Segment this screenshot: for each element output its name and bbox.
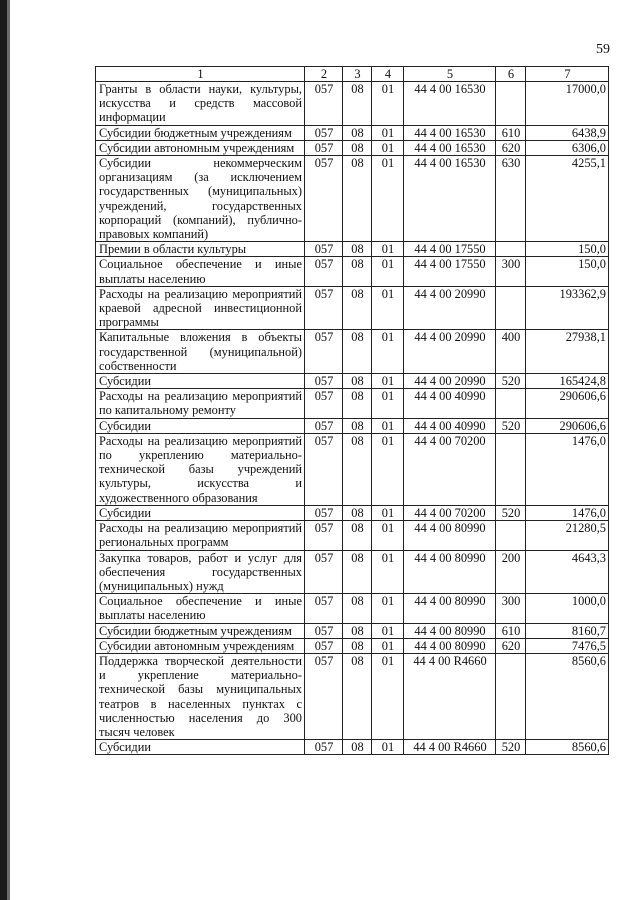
row-col-4: 01 bbox=[372, 740, 404, 755]
row-col-4: 01 bbox=[372, 638, 404, 653]
row-amount: 165424,8 bbox=[526, 374, 609, 389]
row-col-4: 01 bbox=[372, 140, 404, 155]
row-amount: 8560,6 bbox=[526, 740, 609, 755]
row-col-4: 01 bbox=[372, 505, 404, 520]
table-row bbox=[96, 418, 609, 433]
table-row bbox=[96, 389, 609, 418]
row-col-6: 610 bbox=[496, 125, 526, 140]
row-name: Расходы на реализацию мероприятий по капитальному ремонту bbox=[96, 389, 305, 418]
row-amount: 8160,7 bbox=[526, 623, 609, 638]
row-col-2: 057 bbox=[305, 653, 343, 739]
row-col-4: 01 bbox=[372, 389, 404, 418]
row-amount: 6438,9 bbox=[526, 125, 609, 140]
row-name: Субсидии bbox=[96, 740, 305, 755]
row-col-3: 08 bbox=[343, 156, 372, 242]
header-col-4: 4 bbox=[372, 67, 404, 82]
header-row bbox=[96, 67, 609, 82]
row-col-5: 44 4 00 16530 bbox=[404, 140, 496, 155]
row-col-4: 01 bbox=[372, 82, 404, 126]
row-col-2: 057 bbox=[305, 286, 343, 330]
row-name: Субсидии автономным учреждениям bbox=[96, 638, 305, 653]
row-col-2: 057 bbox=[305, 242, 343, 257]
scan-left-edge-shadow bbox=[7, 0, 10, 900]
row-col-4: 01 bbox=[372, 330, 404, 374]
row-col-5: 44 4 00 R4660 bbox=[404, 740, 496, 755]
row-amount: 21280,5 bbox=[526, 521, 609, 550]
row-col-6 bbox=[496, 433, 526, 505]
row-col-5: 44 4 00 80990 bbox=[404, 550, 496, 594]
header-col-7: 7 bbox=[526, 67, 609, 82]
row-amount: 1476,0 bbox=[526, 433, 609, 505]
row-col-2: 057 bbox=[305, 374, 343, 389]
row-name: Субсидии бюджетным учреждениям bbox=[96, 125, 305, 140]
table-row bbox=[96, 521, 609, 550]
row-col-6: 200 bbox=[496, 550, 526, 594]
row-col-3: 08 bbox=[343, 242, 372, 257]
row-col-4: 01 bbox=[372, 286, 404, 330]
header-col-6: 6 bbox=[496, 67, 526, 82]
row-col-5: 44 4 00 16530 bbox=[404, 82, 496, 126]
row-col-4: 01 bbox=[372, 521, 404, 550]
row-amount: 1476,0 bbox=[526, 505, 609, 520]
row-col-4: 01 bbox=[372, 550, 404, 594]
row-col-6: 610 bbox=[496, 623, 526, 638]
table-row bbox=[96, 242, 609, 257]
row-col-3: 08 bbox=[343, 521, 372, 550]
row-col-6: 520 bbox=[496, 740, 526, 755]
row-col-5: 44 4 00 70200 bbox=[404, 505, 496, 520]
row-col-2: 057 bbox=[305, 740, 343, 755]
table-row bbox=[96, 125, 609, 140]
row-col-3: 08 bbox=[343, 286, 372, 330]
row-col-2: 057 bbox=[305, 330, 343, 374]
row-amount: 6306,0 bbox=[526, 140, 609, 155]
table-row bbox=[96, 156, 609, 242]
row-name: Социальное обеспечение и иные выплаты населению bbox=[96, 257, 305, 286]
row-col-4: 01 bbox=[372, 433, 404, 505]
row-col-4: 01 bbox=[372, 125, 404, 140]
row-col-5: 44 4 00 80990 bbox=[404, 638, 496, 653]
row-col-6: 520 bbox=[496, 418, 526, 433]
row-col-2: 057 bbox=[305, 638, 343, 653]
row-col-5: 44 4 00 17550 bbox=[404, 257, 496, 286]
row-name: Расходы на реализацию мероприятий по укреплению материально-технической базы учреждений культуры, искусства и художественного образования bbox=[96, 433, 305, 505]
row-name: Субсидии bbox=[96, 505, 305, 520]
row-col-4: 01 bbox=[372, 623, 404, 638]
row-name: Капитальные вложения в объекты государственной (муниципальной) собственности bbox=[96, 330, 305, 374]
row-col-6: 520 bbox=[496, 374, 526, 389]
row-col-2: 057 bbox=[305, 433, 343, 505]
row-col-2: 057 bbox=[305, 125, 343, 140]
table-row bbox=[96, 638, 609, 653]
table-row bbox=[96, 330, 609, 374]
row-col-3: 08 bbox=[343, 740, 372, 755]
row-col-3: 08 bbox=[343, 623, 372, 638]
row-col-2: 057 bbox=[305, 594, 343, 623]
row-col-5: 44 4 00 17550 bbox=[404, 242, 496, 257]
row-col-3: 08 bbox=[343, 330, 372, 374]
table-row bbox=[96, 505, 609, 520]
scan-left-edge bbox=[0, 0, 7, 900]
row-col-3: 08 bbox=[343, 257, 372, 286]
row-name: Премии в области культуры bbox=[96, 242, 305, 257]
row-col-5: 44 4 00 80990 bbox=[404, 521, 496, 550]
row-col-3: 08 bbox=[343, 82, 372, 126]
row-col-6 bbox=[496, 242, 526, 257]
table-row bbox=[96, 740, 609, 755]
table-row bbox=[96, 623, 609, 638]
table-header bbox=[96, 67, 609, 82]
row-amount: 27938,1 bbox=[526, 330, 609, 374]
row-name: Субсидии некоммерческим организациям (за исключением государственных (муниципальных) учреждений, государственных корпораций (компаний), публично-правовых компаний) bbox=[96, 156, 305, 242]
row-col-5: 44 4 00 20990 bbox=[404, 374, 496, 389]
row-col-5: 44 4 00 R4660 bbox=[404, 653, 496, 739]
row-col-2: 057 bbox=[305, 623, 343, 638]
header-col-5: 5 bbox=[404, 67, 496, 82]
row-col-6: 620 bbox=[496, 140, 526, 155]
row-col-4: 01 bbox=[372, 653, 404, 739]
header-col-2: 2 bbox=[305, 67, 343, 82]
row-col-6: 520 bbox=[496, 505, 526, 520]
row-col-2: 057 bbox=[305, 550, 343, 594]
row-col-3: 08 bbox=[343, 653, 372, 739]
row-name: Гранты в области науки, культуры, искусства и средств массовой информации bbox=[96, 82, 305, 126]
row-col-3: 08 bbox=[343, 374, 372, 389]
row-col-3: 08 bbox=[343, 125, 372, 140]
row-amount: 17000,0 bbox=[526, 82, 609, 126]
row-col-4: 01 bbox=[372, 242, 404, 257]
row-amount: 7476,5 bbox=[526, 638, 609, 653]
row-name: Поддержка творческой деятельности и укрепление материально-технической базы муниципальных театров в населенных пунктах с численностью населения до 300 тысяч человек bbox=[96, 653, 305, 739]
row-col-5: 44 4 00 40990 bbox=[404, 418, 496, 433]
table-row bbox=[96, 433, 609, 505]
table-row bbox=[96, 82, 609, 126]
row-name: Закупка товаров, работ и услуг для обеспечения государственных (муниципальных) нужд bbox=[96, 550, 305, 594]
row-col-4: 01 bbox=[372, 374, 404, 389]
row-amount: 4643,3 bbox=[526, 550, 609, 594]
row-col-4: 01 bbox=[372, 156, 404, 242]
table-row bbox=[96, 374, 609, 389]
row-col-4: 01 bbox=[372, 257, 404, 286]
row-col-6 bbox=[496, 82, 526, 126]
row-amount: 150,0 bbox=[526, 242, 609, 257]
row-col-3: 08 bbox=[343, 433, 372, 505]
row-col-6 bbox=[496, 653, 526, 739]
row-col-6: 400 bbox=[496, 330, 526, 374]
row-amount: 290606,6 bbox=[526, 389, 609, 418]
row-col-5: 44 4 00 80990 bbox=[404, 623, 496, 638]
row-col-3: 08 bbox=[343, 140, 372, 155]
row-name: Социальное обеспечение и иные выплаты населению bbox=[96, 594, 305, 623]
row-name: Субсидии bbox=[96, 374, 305, 389]
row-name: Расходы на реализацию мероприятий краевой адресной инвестиционной программы bbox=[96, 286, 305, 330]
row-col-6: 300 bbox=[496, 257, 526, 286]
row-col-5: 44 4 00 40990 bbox=[404, 389, 496, 418]
row-name: Субсидии bbox=[96, 418, 305, 433]
row-col-3: 08 bbox=[343, 594, 372, 623]
table-body bbox=[96, 82, 609, 755]
row-col-5: 44 4 00 80990 bbox=[404, 594, 496, 623]
row-amount: 193362,9 bbox=[526, 286, 609, 330]
budget-table bbox=[95, 66, 609, 755]
row-col-6 bbox=[496, 521, 526, 550]
row-amount: 1000,0 bbox=[526, 594, 609, 623]
header-col-3: 3 bbox=[343, 67, 372, 82]
row-col-6 bbox=[496, 389, 526, 418]
table-row bbox=[96, 594, 609, 623]
row-col-2: 057 bbox=[305, 389, 343, 418]
row-amount: 4255,1 bbox=[526, 156, 609, 242]
row-amount: 8560,6 bbox=[526, 653, 609, 739]
row-col-2: 057 bbox=[305, 505, 343, 520]
row-col-2: 057 bbox=[305, 82, 343, 126]
row-col-3: 08 bbox=[343, 505, 372, 520]
row-col-3: 08 bbox=[343, 418, 372, 433]
row-col-5: 44 4 00 70200 bbox=[404, 433, 496, 505]
table-row bbox=[96, 286, 609, 330]
row-col-6: 300 bbox=[496, 594, 526, 623]
header-col-1: 1 bbox=[96, 67, 305, 82]
row-name: Расходы на реализацию мероприятий региональных программ bbox=[96, 521, 305, 550]
row-col-2: 057 bbox=[305, 140, 343, 155]
table-row bbox=[96, 550, 609, 594]
row-col-2: 057 bbox=[305, 418, 343, 433]
row-col-6: 620 bbox=[496, 638, 526, 653]
row-col-2: 057 bbox=[305, 156, 343, 242]
row-col-2: 057 bbox=[305, 257, 343, 286]
table-row bbox=[96, 257, 609, 286]
table-row bbox=[96, 653, 609, 739]
row-col-6 bbox=[496, 286, 526, 330]
row-col-2: 057 bbox=[305, 521, 343, 550]
row-col-5: 44 4 00 20990 bbox=[404, 286, 496, 330]
row-amount: 290606,6 bbox=[526, 418, 609, 433]
row-col-3: 08 bbox=[343, 638, 372, 653]
row-name: Субсидии бюджетным учреждениям bbox=[96, 623, 305, 638]
row-col-5: 44 4 00 16530 bbox=[404, 156, 496, 242]
page-number: 59 bbox=[596, 42, 610, 57]
row-col-3: 08 bbox=[343, 389, 372, 418]
row-col-6: 630 bbox=[496, 156, 526, 242]
row-col-4: 01 bbox=[372, 594, 404, 623]
row-name: Субсидии автономным учреждениям bbox=[96, 140, 305, 155]
table-row bbox=[96, 140, 609, 155]
row-col-4: 01 bbox=[372, 418, 404, 433]
row-col-5: 44 4 00 16530 bbox=[404, 125, 496, 140]
row-amount: 150,0 bbox=[526, 257, 609, 286]
row-col-5: 44 4 00 20990 bbox=[404, 330, 496, 374]
row-col-3: 08 bbox=[343, 550, 372, 594]
